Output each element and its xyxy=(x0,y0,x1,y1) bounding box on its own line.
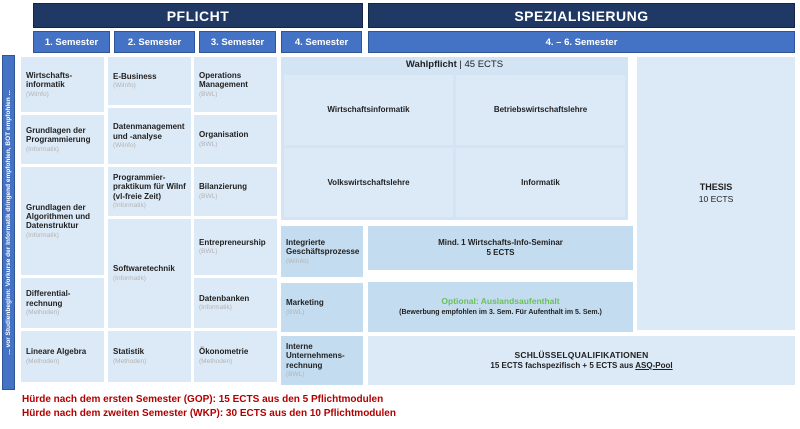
module-title: Datenbanken xyxy=(199,293,250,303)
module-category: (WiInfo) xyxy=(113,142,136,150)
wahlpflicht-title: Wahlpflicht xyxy=(405,59,457,70)
module-title: Lineare Algebra xyxy=(26,347,87,357)
module-title: Datenmanagement und -analyse xyxy=(113,122,185,141)
wahlpflicht-area-volkswirtschaftslehre: Volkswirtschaftslehre xyxy=(284,148,453,218)
module-title: Grundlagen der Algorithmen und Datenstruktur xyxy=(26,202,90,231)
module-category: (WiInfo) xyxy=(113,82,136,90)
module-category: (BWL) xyxy=(286,371,305,379)
footnote-wkp: Hürde nach dem zweiten Semester (WKP): 30 ECTS aus den 10 Pflichtmodulen xyxy=(22,408,396,419)
module-entrepreneurship xyxy=(194,219,277,275)
module-category: (BWL) xyxy=(199,140,218,148)
footnote-gop: Hürde nach dem ersten Semester (GOP): 15 ECTS aus den 5 Pflichtmodulen xyxy=(22,394,384,405)
module-statistik xyxy=(108,331,191,382)
semester-header-4-6: 4. – 6. Semester xyxy=(368,31,795,53)
module-operations-management xyxy=(194,57,277,112)
pre-study-note-bar xyxy=(2,55,15,390)
module-title: Organisation xyxy=(199,130,249,140)
semester-header-2: 2. Semester xyxy=(114,31,195,53)
module-category: (Methoden) xyxy=(199,357,233,365)
header-pflicht: PFLICHT xyxy=(33,3,363,28)
module-title: E-Business xyxy=(113,71,157,81)
module-title: Bilanzierung xyxy=(199,182,248,192)
module-category: (Methoden) xyxy=(113,357,147,365)
wahlpflicht-grid xyxy=(284,75,625,217)
semester-header-1: 1. Semester xyxy=(33,31,110,53)
auslandsaufenthalt-title: Optional: Auslandsaufenthalt xyxy=(441,296,560,307)
module-category: (Informatik) xyxy=(113,202,146,210)
module-title: Interne Unternehmens-rechnung xyxy=(286,342,345,370)
module-differentialrechnung xyxy=(21,278,104,328)
module-category: (WiInfo) xyxy=(286,257,309,265)
module-title: Wirtschafts-informatik xyxy=(26,70,73,90)
semester-header-4: 4. Semester xyxy=(281,31,362,53)
auslandsaufenthalt-note: (Bewerbung empfohlen im 3. Sem. Für Aufenthalt im 5. Sem.) xyxy=(399,309,602,317)
module-title: Differential-rechnung xyxy=(26,289,71,308)
auslandsaufenthalt-box xyxy=(368,282,633,332)
module-category: (Informatik) xyxy=(26,145,59,153)
schluesselqualifikationen-box xyxy=(368,336,795,385)
seminar-box xyxy=(368,226,633,270)
pre-study-note-text: ... vor Studienbeginn: Vorkurse der Informatik dringend empfohlen, BOT empfohlen ... xyxy=(5,90,12,355)
thesis-box xyxy=(637,57,795,330)
module-lineare-algebra xyxy=(21,331,104,382)
schluesselqualifikationen-title: SCHLÜSSELQUALIFIKATIONEN xyxy=(514,349,649,360)
module-organisation xyxy=(194,115,277,164)
module-grundlagen-programmierung xyxy=(21,115,104,164)
module-algorithmen-datenstruktur xyxy=(21,167,104,275)
module-category: (Informatik) xyxy=(199,304,232,312)
module-category: (BWL) xyxy=(286,308,305,316)
schluesselqualifikationen-detail xyxy=(490,361,672,371)
wahlpflicht-area-wirtschaftsinformatik: Wirtschaftsinformatik xyxy=(284,75,453,145)
module-oekonometrie xyxy=(194,331,277,382)
module-title: Marketing xyxy=(286,298,324,308)
module-integrierte-geschaeftsprozesse xyxy=(281,226,363,277)
module-softwaretechnik xyxy=(108,219,191,328)
module-datenbanken xyxy=(194,278,277,328)
module-category: (Informatik) xyxy=(26,231,59,239)
module-title: Programmier-praktikum für WiInf (vl-freie Zeit) xyxy=(113,173,186,201)
wahlpflicht-ects: | 45 ECTS xyxy=(459,59,504,70)
wahlpflicht-header xyxy=(281,59,628,70)
module-wirtschaftsinformatik xyxy=(21,57,104,112)
wahlpflicht-area-betriebswirtschaftslehre: Betriebswirtschaftslehre xyxy=(456,75,625,145)
asq-pool-link[interactable]: ASQ-Pool xyxy=(635,360,673,370)
module-title: Operations Management xyxy=(199,70,248,90)
module-title: Softwaretechnik xyxy=(113,264,175,274)
seminar-ects: 5 ECTS xyxy=(486,248,515,257)
module-category: (Informatik) xyxy=(113,274,146,282)
thesis-ects: 10 ECTS xyxy=(698,193,734,204)
module-title: Integrierte Geschäftsprozesse xyxy=(286,237,360,257)
semester-header-3: 3. Semester xyxy=(199,31,276,53)
schluesselqualifikationen-detail-text: 15 ECTS fachspezifisch + 5 ECTS aus xyxy=(490,360,636,370)
module-title: Ökonometrie xyxy=(199,347,249,357)
thesis-title: THESIS xyxy=(699,182,733,193)
header-spezialisierung: SPEZIALISIERUNG xyxy=(368,3,795,28)
module-category: (BWL) xyxy=(199,90,218,98)
seminar-line1: Mind. 1 Wirtschafts-Info-Seminar xyxy=(438,237,563,247)
module-bilanzierung xyxy=(194,167,277,216)
module-marketing xyxy=(281,283,363,332)
wahlpflicht-area-informatik: Informatik xyxy=(456,148,625,218)
module-category: (Methoden) xyxy=(26,357,60,365)
module-category: (BWL) xyxy=(199,192,218,200)
module-category: (Methoden) xyxy=(26,309,60,317)
wahlpflicht-box xyxy=(281,57,628,220)
module-title: Grundlagen der Programmierung xyxy=(26,125,91,145)
module-e-business xyxy=(108,57,191,105)
module-interne-unternehmensrechnung xyxy=(281,336,363,385)
module-title: Entrepreneurship xyxy=(199,237,266,247)
module-programmierpraktikum xyxy=(108,167,191,216)
module-category: (BWL) xyxy=(199,248,218,256)
module-category: (WiInfo) xyxy=(26,90,49,98)
module-datenmanagement xyxy=(108,108,191,164)
module-title: Statistik xyxy=(113,347,145,357)
